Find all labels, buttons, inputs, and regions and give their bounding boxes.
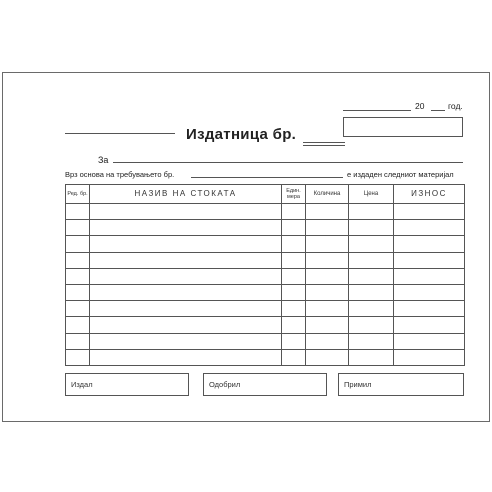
table-row: [66, 252, 465, 268]
item-name-cell[interactable]: [90, 220, 282, 236]
basis-label: Врз основа на требувањето бр.: [65, 170, 175, 179]
amount-cell[interactable]: [394, 333, 465, 349]
price-cell[interactable]: [349, 317, 394, 333]
unit-cell[interactable]: [282, 317, 306, 333]
col-header-unit: Един. мера: [282, 185, 306, 204]
price-cell[interactable]: [349, 333, 394, 349]
quantity-cell[interactable]: [306, 301, 349, 317]
amount-cell[interactable]: [394, 236, 465, 252]
quantity-cell[interactable]: [306, 236, 349, 252]
col-header-item-name: НАЗИВ НА СТОКАТА: [90, 185, 282, 204]
price-cell[interactable]: [349, 220, 394, 236]
table-row: [66, 268, 465, 284]
item-name-cell[interactable]: [90, 349, 282, 365]
table-row: [66, 317, 465, 333]
issued-label: е издаден следниот материјал: [347, 170, 454, 179]
col-header-price: Цена: [349, 185, 394, 204]
item-name-cell[interactable]: [90, 284, 282, 300]
row-number-cell[interactable]: [66, 252, 90, 268]
row-number-cell[interactable]: [66, 333, 90, 349]
date-field-line[interactable]: [343, 110, 411, 111]
form-title: Издатница бр.: [186, 126, 297, 143]
title-left-line: [65, 133, 175, 134]
price-cell[interactable]: [349, 236, 394, 252]
unit-cell[interactable]: [282, 220, 306, 236]
row-number-cell[interactable]: [66, 220, 90, 236]
items-table: [65, 184, 465, 366]
amount-cell[interactable]: [394, 284, 465, 300]
table-row: [66, 333, 465, 349]
amount-cell[interactable]: [394, 268, 465, 284]
table-row: [66, 204, 465, 220]
issue-slip-form: [2, 72, 490, 422]
quantity-cell[interactable]: [306, 204, 349, 220]
unit-cell[interactable]: [282, 301, 306, 317]
issued-by-box[interactable]: [65, 373, 189, 396]
approved-by-box[interactable]: [203, 373, 327, 396]
recipient-label: За: [98, 155, 109, 165]
quantity-cell[interactable]: [306, 220, 349, 236]
amount-cell[interactable]: [394, 301, 465, 317]
row-number-cell[interactable]: [66, 236, 90, 252]
received-by-box[interactable]: [338, 373, 464, 396]
issued-by-label: Издал: [71, 380, 93, 389]
row-number-cell[interactable]: [66, 349, 90, 365]
unit-cell[interactable]: [282, 252, 306, 268]
year-suffix: год.: [448, 101, 463, 111]
year-prefix: 20: [415, 101, 425, 111]
price-cell[interactable]: [349, 284, 394, 300]
quantity-cell[interactable]: [306, 317, 349, 333]
price-cell[interactable]: [349, 252, 394, 268]
quantity-cell[interactable]: [306, 333, 349, 349]
col-header-row-number: Ред. бр.: [66, 185, 90, 204]
table-row: [66, 301, 465, 317]
document-number-box[interactable]: [343, 117, 463, 137]
table-row: [66, 236, 465, 252]
price-cell[interactable]: [349, 301, 394, 317]
table-row: [66, 284, 465, 300]
row-number-cell[interactable]: [66, 284, 90, 300]
title-number-line[interactable]: [303, 142, 345, 143]
quantity-cell[interactable]: [306, 349, 349, 365]
unit-cell[interactable]: [282, 236, 306, 252]
quantity-cell[interactable]: [306, 268, 349, 284]
approved-by-label: Одобрил: [209, 380, 241, 389]
item-name-cell[interactable]: [90, 333, 282, 349]
table-row: [66, 220, 465, 236]
col-header-amount: ИЗНОС: [394, 185, 465, 204]
table-header-row: [66, 185, 465, 204]
unit-cell[interactable]: [282, 284, 306, 300]
item-name-cell[interactable]: [90, 236, 282, 252]
table-row: [66, 349, 465, 365]
row-number-cell[interactable]: [66, 317, 90, 333]
price-cell[interactable]: [349, 204, 394, 220]
item-name-cell[interactable]: [90, 268, 282, 284]
amount-cell[interactable]: [394, 349, 465, 365]
title-number-underline: [303, 145, 345, 146]
col-header-quantity: Количина: [306, 185, 349, 204]
row-number-cell[interactable]: [66, 301, 90, 317]
price-cell[interactable]: [349, 349, 394, 365]
unit-cell[interactable]: [282, 204, 306, 220]
row-number-cell[interactable]: [66, 268, 90, 284]
item-name-cell[interactable]: [90, 252, 282, 268]
amount-cell[interactable]: [394, 252, 465, 268]
unit-cell[interactable]: [282, 268, 306, 284]
item-name-cell[interactable]: [90, 317, 282, 333]
unit-cell[interactable]: [282, 349, 306, 365]
item-name-cell[interactable]: [90, 301, 282, 317]
amount-cell[interactable]: [394, 204, 465, 220]
year-field-line[interactable]: [431, 110, 445, 111]
quantity-cell[interactable]: [306, 252, 349, 268]
recipient-field-line[interactable]: [113, 162, 463, 163]
quantity-cell[interactable]: [306, 284, 349, 300]
price-cell[interactable]: [349, 268, 394, 284]
item-name-cell[interactable]: [90, 204, 282, 220]
amount-cell[interactable]: [394, 317, 465, 333]
received-by-label: Примил: [344, 380, 372, 389]
amount-cell[interactable]: [394, 220, 465, 236]
unit-cell[interactable]: [282, 333, 306, 349]
requisition-number-line[interactable]: [191, 177, 343, 178]
row-number-cell[interactable]: [66, 204, 90, 220]
